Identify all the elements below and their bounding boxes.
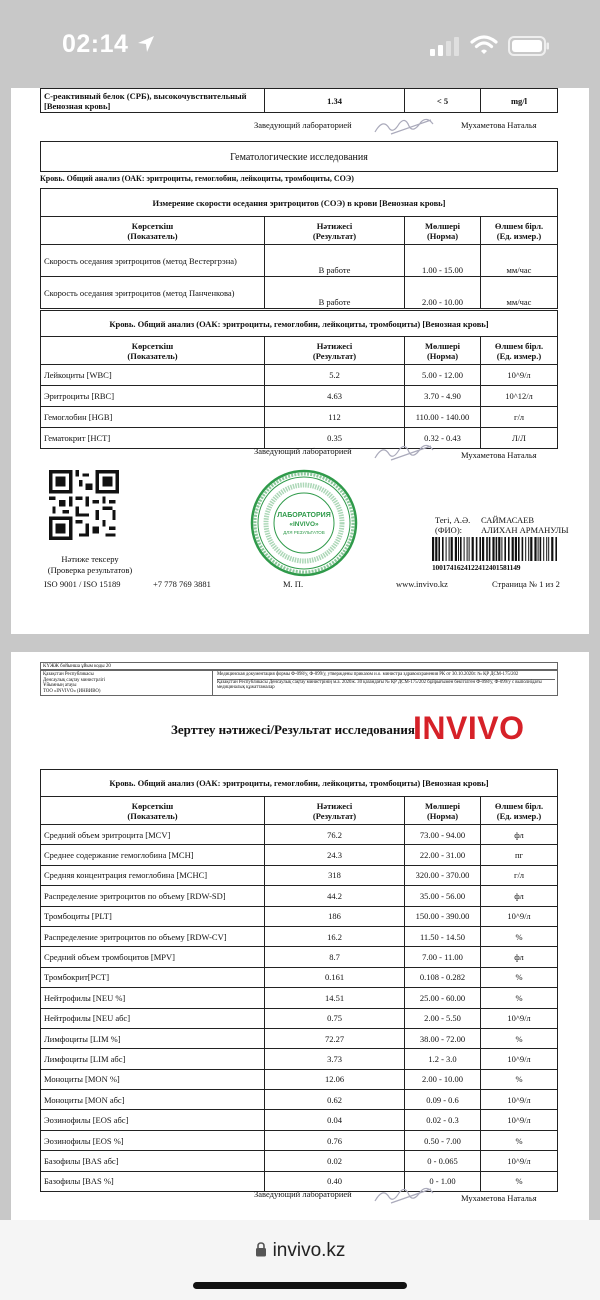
cell-norm: 25.00 - 60.00 bbox=[405, 988, 481, 1008]
cell-norm: 0 - 1.00 bbox=[405, 1171, 481, 1191]
esr-table bbox=[40, 188, 558, 309]
table-row bbox=[41, 1049, 558, 1069]
cell-result: В работе bbox=[265, 245, 405, 277]
cell-name: Средняя концентрация гемоглобина [MCHC] bbox=[41, 865, 265, 885]
cell-result: 0.04 bbox=[265, 1110, 405, 1130]
barcode-bar bbox=[446, 537, 447, 561]
cell-unit: фл bbox=[481, 825, 558, 845]
head-lab-label: Заведующий лабораторией bbox=[254, 1189, 352, 1199]
table-row bbox=[41, 245, 558, 277]
cell-result: 0.02 bbox=[265, 1151, 405, 1171]
barcode-bar bbox=[435, 537, 437, 561]
cell-name: Лимфоциты [LIM %] bbox=[41, 1028, 265, 1048]
col-norm: Мөлшері (Норма) bbox=[405, 217, 481, 245]
iso-standard: ISO 9001 / ISO 15189 bbox=[44, 579, 121, 589]
org-line: ТОО «INVIVO» (ИНВИВО) bbox=[43, 688, 101, 694]
head-lab-name: Мухаметова Наталья bbox=[461, 1193, 537, 1203]
cell-norm: 0.32 - 0.43 bbox=[405, 428, 481, 449]
report-page-1 bbox=[11, 88, 589, 634]
barcode-number: 1001741624122412401581149 bbox=[432, 563, 521, 572]
cell-unit: 10^9/л bbox=[481, 1049, 558, 1069]
barcode-bar bbox=[504, 537, 506, 561]
cell-name: Лейкоциты [WBC] bbox=[41, 365, 265, 386]
barcode-bar bbox=[492, 537, 494, 561]
cell-result: 4.63 bbox=[265, 386, 405, 407]
table-row bbox=[41, 1110, 558, 1130]
stamp-text: ЛАБОРАТОРИЯ bbox=[277, 512, 331, 519]
cell-result: 112 bbox=[265, 407, 405, 428]
barcode-bar bbox=[449, 537, 450, 561]
cell-name: Моноциты [MON %] bbox=[41, 1069, 265, 1089]
status-bar bbox=[0, 0, 600, 88]
table-header bbox=[41, 797, 558, 825]
cell-norm: 7.00 - 11.00 bbox=[405, 947, 481, 967]
address-bar[interactable] bbox=[0, 1240, 600, 1262]
table-row bbox=[41, 906, 558, 926]
cell-unit: % bbox=[481, 1069, 558, 1089]
cell-unit: 10^9/л bbox=[481, 906, 558, 926]
cell-norm: 0.09 - 0.6 bbox=[405, 1090, 481, 1110]
crp-unit: mg/l bbox=[481, 89, 558, 113]
cell-norm: 0 - 0.065 bbox=[405, 1151, 481, 1171]
cell-result: 5.2 bbox=[265, 365, 405, 386]
cell-unit: мм/час bbox=[481, 245, 558, 277]
clock: 02:14 bbox=[62, 30, 129, 58]
cell-result: 14.51 bbox=[265, 988, 405, 1008]
cell-unit: г/л bbox=[481, 407, 558, 428]
location-arrow-icon bbox=[136, 34, 156, 54]
lock-icon bbox=[255, 1242, 267, 1257]
cell-unit: 10^12/л bbox=[481, 386, 558, 407]
stamp-text: «INVIVO» bbox=[289, 521, 319, 528]
cell-name: Базофилы [BAS абс] bbox=[41, 1151, 265, 1171]
doc-block bbox=[215, 671, 557, 692]
table-row bbox=[41, 365, 558, 386]
cell-result: 8.7 bbox=[265, 947, 405, 967]
cell-unit: 10^9/л bbox=[481, 1110, 558, 1130]
cell-name: Скорость оседания эритроцитов (метод Вестергрэна) bbox=[41, 245, 265, 277]
table-row bbox=[41, 1090, 558, 1110]
cell-result: 44.2 bbox=[265, 886, 405, 906]
cell-name: Скорость оседания эритроцитов (метод Панченкова) bbox=[41, 277, 265, 309]
crp-norm: < 5 bbox=[405, 89, 481, 113]
head-lab-name: Мухаметова Наталья bbox=[461, 120, 537, 130]
col-result: Нәтижесі (Результат) bbox=[265, 337, 405, 365]
table-row bbox=[41, 967, 558, 987]
cell-unit: Л/Л bbox=[481, 428, 558, 449]
cell-norm: 0.02 - 0.3 bbox=[405, 1110, 481, 1130]
barcode-bar bbox=[538, 537, 539, 561]
barcode-bar bbox=[498, 537, 500, 561]
table-row bbox=[41, 386, 558, 407]
cell-result: 16.2 bbox=[265, 926, 405, 946]
patient-surname: САЙМАСАЕВ bbox=[481, 515, 535, 525]
cell-name: Моноциты [MON абс] bbox=[41, 1090, 265, 1110]
barcode-bar bbox=[464, 537, 465, 561]
table-row bbox=[41, 89, 558, 113]
org-line: Ұйымның атауы bbox=[43, 683, 77, 689]
col-unit: Өлшем бірл. (Ед. измер.) bbox=[481, 217, 558, 245]
cell-norm: 38.00 - 72.00 bbox=[405, 1028, 481, 1048]
cell-name: Распределение эритроцитов по объему [RDW-SD] bbox=[41, 886, 265, 906]
table-row bbox=[41, 926, 558, 946]
table-row bbox=[41, 1008, 558, 1028]
org-line: Қазақстан Республикасы bbox=[43, 672, 94, 677]
cell-name: Гемоглобин [HGB] bbox=[41, 407, 265, 428]
cbc-table bbox=[40, 310, 558, 449]
cell-norm: 150.00 - 390.00 bbox=[405, 906, 481, 926]
barcode-bar bbox=[460, 537, 462, 561]
head-lab-label: Заведующий лабораторией bbox=[254, 120, 352, 130]
barcode-bar bbox=[515, 537, 517, 561]
barcode-bar bbox=[438, 537, 440, 561]
cell-unit: фл bbox=[481, 886, 558, 906]
org-block bbox=[41, 671, 213, 695]
cell-norm: 1.2 - 3.0 bbox=[405, 1049, 481, 1069]
url-text: invivo.kz bbox=[272, 1240, 346, 1261]
barcode-bar bbox=[530, 537, 532, 561]
cell-name: Тромбоциты [PLT] bbox=[41, 906, 265, 926]
cell-result: 72.27 bbox=[265, 1028, 405, 1048]
barcode-bar bbox=[489, 537, 491, 561]
col-norm: Мөлшері (Норма) bbox=[405, 797, 481, 825]
barcode-bar bbox=[451, 537, 453, 561]
table-row bbox=[41, 947, 558, 967]
cell-unit: 10^9/л bbox=[481, 365, 558, 386]
barcode-bar bbox=[525, 537, 526, 561]
cell-result: 0.62 bbox=[265, 1090, 405, 1110]
cell-result: 3.73 bbox=[265, 1049, 405, 1069]
barcode-bar bbox=[522, 537, 524, 561]
barcode-bar bbox=[482, 537, 484, 561]
cell-result: 24.3 bbox=[265, 845, 405, 865]
cell-norm: 35.00 - 56.00 bbox=[405, 886, 481, 906]
barcode-bar bbox=[528, 537, 529, 561]
col-unit: Өлшем бірл. (Ед. измер.) bbox=[481, 337, 558, 365]
table-row bbox=[41, 1069, 558, 1089]
home-indicator[interactable] bbox=[193, 1282, 407, 1289]
wifi-icon bbox=[470, 34, 498, 56]
qr-code-icon bbox=[49, 470, 119, 540]
table-row bbox=[41, 865, 558, 885]
barcode-bar bbox=[534, 537, 536, 561]
doc-line: Қазақстан Республикасы Денсаулық сақтау министрінің м.а. 2020ж. 30 қазандағы № ҚР ДСМ-175/202 бұйрығымен бекітілген Ф-098/у, Ф-099/у с выполнідағы медициналық құжаттамалар bbox=[217, 679, 542, 691]
col-indicator: Көрсеткіш (Показатель) bbox=[41, 797, 265, 825]
battery-icon bbox=[508, 36, 550, 56]
cbc-title: Кровь. Общий анализ (ОАК: эритроциты, гемоглобин, лейкоциты, тромбоциты) [Венозная кровь] bbox=[41, 311, 558, 337]
form-header-box bbox=[40, 670, 558, 696]
cell-unit: фл bbox=[481, 947, 558, 967]
cell-name: Базофилы [BAS %] bbox=[41, 1171, 265, 1191]
barcode-bar bbox=[512, 537, 514, 561]
barcode-bar bbox=[518, 537, 520, 561]
cell-result: 318 bbox=[265, 865, 405, 885]
patient-barcode-icon bbox=[432, 537, 560, 561]
report-page-2 bbox=[11, 652, 589, 1220]
cell-unit: % bbox=[481, 1028, 558, 1048]
barcode-bar bbox=[458, 537, 459, 561]
cell-unit: 10^9/л bbox=[481, 1151, 558, 1171]
cell-norm: 2.00 - 10.00 bbox=[405, 277, 481, 309]
cbc-indices-table bbox=[40, 769, 558, 1192]
head-lab-name: Мухаметова Наталья bbox=[461, 450, 537, 460]
lab-stamp-icon bbox=[249, 468, 359, 578]
cell-norm: 22.00 - 31.00 bbox=[405, 845, 481, 865]
cell-name: Средний объем эритроцита [MCV] bbox=[41, 825, 265, 845]
barcode-bar bbox=[455, 537, 457, 561]
cell-unit: % bbox=[481, 988, 558, 1008]
cell-unit: 10^9/л bbox=[481, 1008, 558, 1028]
cellular-signal-icon bbox=[430, 36, 462, 56]
cell-norm: 2.00 - 5.50 bbox=[405, 1008, 481, 1028]
barcode-bar bbox=[442, 537, 444, 561]
cell-norm: 0.50 - 7.00 bbox=[405, 1130, 481, 1150]
col-result: Нәтижесі (Результат) bbox=[265, 217, 405, 245]
cell-unit: % bbox=[481, 1130, 558, 1150]
patient-label: Тегі, А.Ә. bbox=[435, 515, 471, 525]
section-subtitle: Кровь. Общий анализ (ОАК: эритроциты, гемоглобин, лейкоциты, тромбоциты, СОЭ) bbox=[40, 174, 354, 183]
phone-number: +7 778 769 3881 bbox=[153, 579, 211, 589]
barcode-bar bbox=[540, 537, 542, 561]
signature-image bbox=[371, 114, 441, 138]
browser-bottom-bar bbox=[0, 1220, 600, 1300]
cell-name: Среднее содержание гемоглобина [MCH] bbox=[41, 845, 265, 865]
cell-norm: 5.00 - 12.00 bbox=[405, 365, 481, 386]
table-row bbox=[41, 277, 558, 309]
col-norm: Мөлшері (Норма) bbox=[405, 337, 481, 365]
cell-name: Нейтрофилы [NEU %] bbox=[41, 988, 265, 1008]
table-row bbox=[41, 886, 558, 906]
cell-name: Эозинофилы [EOS абс] bbox=[41, 1110, 265, 1130]
barcode-bar bbox=[496, 537, 498, 561]
cell-norm: 3.70 - 4.90 bbox=[405, 386, 481, 407]
cell-norm: 0.108 - 0.282 bbox=[405, 967, 481, 987]
cbc-title: Кровь. Общий анализ (ОАК: эритроциты, гемоглобин, лейкоциты, тромбоциты) [Венозная кровь] bbox=[41, 770, 558, 797]
cell-unit: % bbox=[481, 926, 558, 946]
barcode-bar bbox=[476, 537, 478, 561]
table-row bbox=[41, 1028, 558, 1048]
barcode-bar bbox=[467, 537, 468, 561]
cell-result: 186 bbox=[265, 906, 405, 926]
table-row bbox=[41, 845, 558, 865]
cell-name: Гематокрит [HCT] bbox=[41, 428, 265, 449]
cell-result: 0.35 bbox=[265, 428, 405, 449]
barcode-bar bbox=[548, 537, 549, 561]
table-header bbox=[41, 217, 558, 245]
signature-image bbox=[371, 440, 441, 464]
cell-norm: 11.50 - 14.50 bbox=[405, 926, 481, 946]
table-row bbox=[41, 988, 558, 1008]
cell-result: 76.2 bbox=[265, 825, 405, 845]
barcode-bar bbox=[555, 537, 557, 561]
mp-label: М. П. bbox=[283, 579, 304, 589]
cell-result: 0.75 bbox=[265, 1008, 405, 1028]
cell-name: Лимфоциты [LIM абс] bbox=[41, 1049, 265, 1069]
doc-line: Медицинская документация формы Ф-098/у, Ф-099/у, утверждены приказом и.о. министра здравоохранения РК от 30.10.2020г. № ҚР ДСМ-175/202 bbox=[217, 672, 555, 680]
cell-norm: 73.00 - 94.00 bbox=[405, 825, 481, 845]
col-indicator: Көрсеткіш (Показатель) bbox=[41, 217, 265, 245]
qr-label-ru: (Проверка результатов) bbox=[47, 565, 133, 575]
page-heading: Зерттеу нәтижесі/Результат исследования bbox=[171, 722, 415, 737]
cell-result: 0.40 bbox=[265, 1171, 405, 1191]
invivo-logo: INVIVO bbox=[413, 710, 525, 746]
stamp-text: ДЛЯ РЕЗУЛЬТАТОВ bbox=[283, 530, 325, 535]
barcode-bar bbox=[543, 537, 544, 561]
cell-result: В работе bbox=[265, 277, 405, 309]
col-unit: Өлшем бірл. (Ед. измер.) bbox=[481, 797, 558, 825]
crp-result: 1.34 bbox=[265, 89, 405, 113]
signature-image bbox=[371, 1183, 441, 1207]
esr-title: Измерение скорости оседания эритроцитов (СОЭ) в крови [Венозная кровь] bbox=[41, 189, 558, 217]
table-row bbox=[41, 1130, 558, 1150]
section-title: Гематологические исследования bbox=[40, 141, 558, 172]
cell-unit: г/л bbox=[481, 865, 558, 885]
cell-result: 12.06 bbox=[265, 1069, 405, 1089]
table-row bbox=[41, 1151, 558, 1171]
col-indicator: Көрсеткіш (Показатель) bbox=[41, 337, 265, 365]
patient-name: АЛИХАН АРМАНУЛЫ bbox=[481, 525, 569, 535]
barcode-bar bbox=[508, 537, 510, 561]
cell-norm: 110.00 - 140.00 bbox=[405, 407, 481, 428]
crp-table bbox=[40, 88, 558, 113]
cell-name: Эритроциты [RBC] bbox=[41, 386, 265, 407]
page-number: Страница № 1 из 2 bbox=[492, 579, 560, 589]
cell-norm: 320.00 - 370.00 bbox=[405, 865, 481, 885]
cell-norm: 2.00 - 10.00 bbox=[405, 1069, 481, 1089]
qr-label: Нәтиже тексеру bbox=[61, 554, 119, 564]
patient-label-ru: (ФИО): bbox=[435, 525, 463, 535]
barcode-bar bbox=[501, 537, 502, 561]
cell-unit: мм/час bbox=[481, 277, 558, 309]
head-lab-label: Заведующий лабораторией bbox=[254, 446, 352, 456]
cell-unit: 10^9/л bbox=[481, 1090, 558, 1110]
cell-unit: пг bbox=[481, 845, 558, 865]
cell-name: Распределение эритроцитов по объему [RDW-CV] bbox=[41, 926, 265, 946]
table-row bbox=[41, 825, 558, 845]
form-code: КҮЖЖ бойынша ұйым коды 20 bbox=[40, 662, 558, 670]
crp-name: С-реактивный белок (СРБ), высокочувствительный [Венозная кровь] bbox=[41, 89, 265, 113]
col-result: Нәтижесі (Результат) bbox=[265, 797, 405, 825]
cell-result: 0.161 bbox=[265, 967, 405, 987]
barcode-bar bbox=[486, 537, 488, 561]
cell-name: Нейтрофилы [NEU абс] bbox=[41, 1008, 265, 1028]
table-header bbox=[41, 337, 558, 365]
table-row bbox=[41, 407, 558, 428]
barcode-bar bbox=[546, 537, 547, 561]
website-link[interactable]: www.invivo.kz bbox=[396, 579, 448, 589]
cell-name: Средний объем тромбоцитов [MPV] bbox=[41, 947, 265, 967]
cell-unit: % bbox=[481, 967, 558, 987]
barcode-bar bbox=[472, 537, 474, 561]
cell-name: Эозинофилы [EOS %] bbox=[41, 1130, 265, 1150]
barcode-bar bbox=[469, 537, 470, 561]
org-line: Денсаулық сақтау министрлігі bbox=[43, 677, 106, 683]
cell-name: Тромбокрит[PCT] bbox=[41, 967, 265, 987]
cell-norm: 1.00 - 15.00 bbox=[405, 245, 481, 277]
cell-unit: % bbox=[481, 1171, 558, 1191]
barcode-bar bbox=[479, 537, 481, 561]
cell-result: 0.76 bbox=[265, 1130, 405, 1150]
barcode-bar bbox=[432, 537, 434, 561]
barcode-bar bbox=[551, 537, 553, 561]
